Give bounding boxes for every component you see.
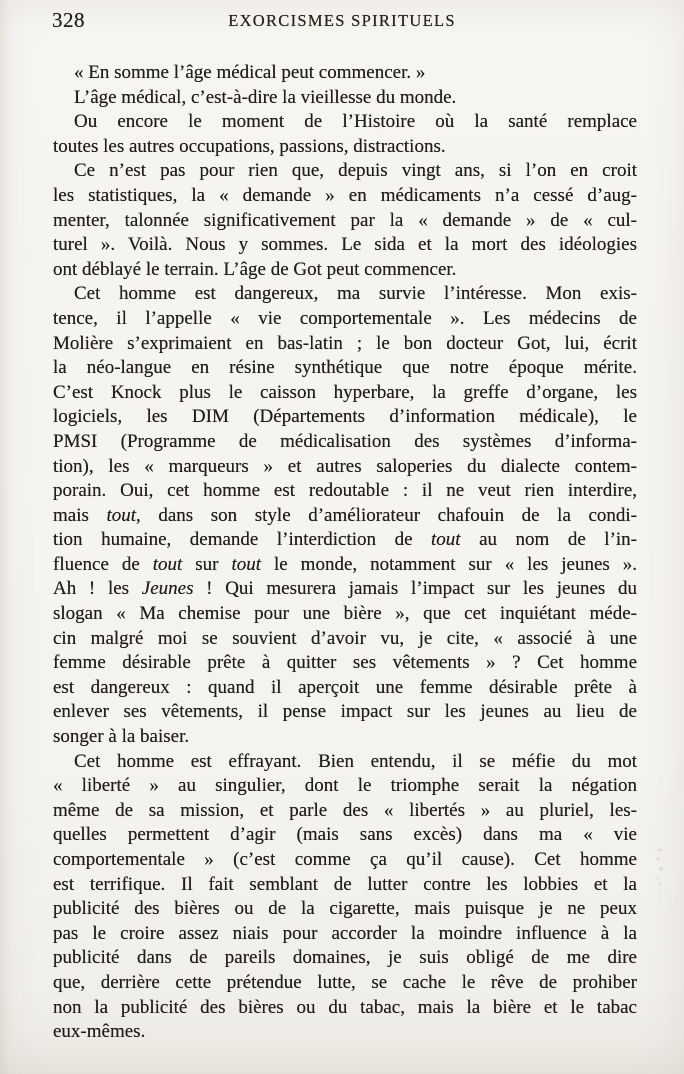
- text-line: mais tout, dans son style d’améliorateur chafouin de la condi-: [53, 504, 637, 526]
- text-line: « liberté » au singulier, dont le triomphe serait la négation: [53, 775, 637, 797]
- text-line: C’est Knock plus le caisson hyperbare, la greffe d’organe, les: [53, 381, 637, 403]
- text-line: la néo-langue en résine synthétique que notre époque mérite.: [53, 357, 637, 379]
- text-line: même de sa mission, et parle des « libertés » au pluriel, les-: [53, 799, 637, 821]
- text-line: ont déblayé le terrain. L’âge de Got peut commencer.: [53, 258, 457, 280]
- text-line: songer à la baiser.: [53, 726, 190, 748]
- text-line: Cet homme est dangereux, ma survie l’intéresse. Mon exis-: [74, 283, 637, 305]
- text-line: PMSI (Programme de médicalisation des systèmes d’informa-: [53, 430, 637, 452]
- text-line: enlever ses vêtements, il pense impact sur les jeunes au lieu de: [53, 701, 637, 723]
- text-line: publicité des bières ou de la cigarette, mais puisque je ne peux: [53, 898, 637, 920]
- text-line: L’âge médical, c’est-à-dire la vieillesse du monde.: [74, 86, 457, 108]
- text-line: eux-mêmes.: [53, 1021, 146, 1043]
- text-line: Ou encore le moment de l’Histoire où la santé remplace: [74, 111, 637, 133]
- text-line: tion humaine, demande l’interdiction de tout au nom de l’in-: [53, 529, 637, 551]
- text-line: pas le croire assez niais pour accorder la moindre influence à la: [53, 922, 637, 944]
- text-line: Ce n’est pas pour rien que, depuis vingt ans, si l’on en croit: [74, 160, 637, 182]
- text-line: femme désirable prête à quitter ses vêtements » ? Cet homme: [53, 652, 637, 674]
- text-line: slogan « Ma chemise pour une bière », que cet inquiétant méde-: [53, 603, 637, 625]
- text-line: fluence de tout sur tout le monde, notamment sur « les jeunes ».: [53, 553, 637, 575]
- text-line: Molière s’exprimaient en bas-latin ; le bon docteur Got, lui, écrit: [53, 332, 637, 354]
- text-line: les statistiques, la « demande » en médicaments n’a cessé d’aug-: [53, 184, 637, 206]
- text-line: cin malgré moi se souvient d’avoir vu, je cite, « associé à une: [53, 627, 637, 649]
- text-line: tion), les « marqueurs » et autres saloperies du dialecte contem-: [53, 455, 637, 477]
- running-title: EXORCISMES SPIRITUELS: [228, 11, 456, 30]
- page-body: [53, 61, 637, 1045]
- text-line: Ah ! les Jeunes ! Qui mesurera jamais l’impact sur les jeunes du: [53, 578, 637, 600]
- text-line: que, derrière cette prétendue lutte, se cache le rêve de prohiber: [53, 971, 637, 993]
- text-line: porain. Oui, cet homme est redoutable : il ne veut rien interdire,: [53, 480, 637, 502]
- text-line: turel ». Voilà. Nous y sommes. Le sida et la mort des idéologies: [53, 234, 637, 256]
- text-line: « En somme l’âge médical peut commencer. »: [74, 62, 426, 83]
- margin-smudge-artifact: [652, 845, 668, 889]
- text-line: publicité dans de pareils domaines, je suis obligé de me dire: [53, 947, 637, 969]
- text-line: est dangereux : quand il aperçoit une femme désirable prête à: [53, 676, 637, 698]
- text-line: Cet homme est effrayant. Bien entendu, il se méfie du mot: [74, 750, 637, 772]
- page-number: 328: [52, 8, 85, 32]
- text-line: logiciels, les DIM (Départements d’information médicale), le: [53, 406, 637, 428]
- page-header: [0, 0, 684, 40]
- text-line: comportementale » (c’est comme ça qu’il cause). Cet homme: [53, 849, 637, 870]
- text-line: quelles permettent d’agir (mais sans excès) dans ma « vie: [53, 824, 637, 846]
- text-line: tence, il l’appelle « vie comportementale ». Les médecins de: [53, 307, 637, 329]
- text-line: non la publicité des bières ou du tabac, mais la bière et le tabac: [53, 996, 637, 1018]
- page-edge-shade: [0, 0, 10, 1074]
- text-line: toutes les autres occupations, passions, distractions.: [53, 135, 446, 157]
- text-line: menter, talonnée significativement par la « demande » de « cul-: [53, 209, 637, 231]
- text-line: est terrifique. Il fait semblant de lutter contre les lobbies et la: [53, 873, 637, 895]
